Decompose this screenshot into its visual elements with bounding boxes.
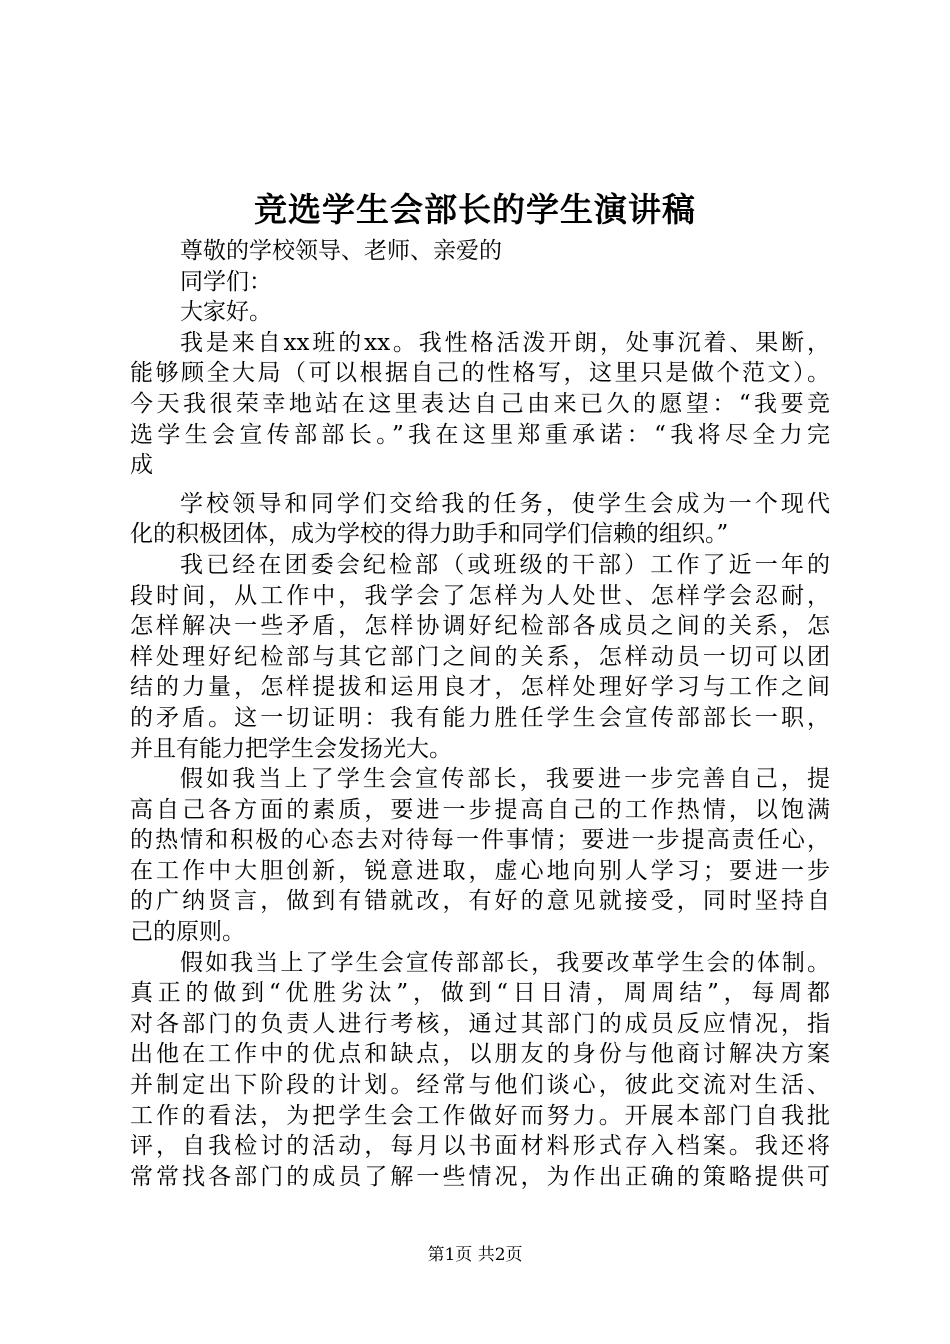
- text-line: 并制定出下阶段的计划。经常与他们谈心，彼此交流对生活、: [130, 1072, 830, 1099]
- text-line: 的广纳贤言，做到有错就改，有好的意见就接受，同时坚持自: [130, 888, 830, 915]
- text-line: 怎样解决一些矛盾，怎样协调好纪检部各成员之间的关系，怎: [130, 613, 830, 640]
- text-line: 常常找各部门的成员了解一些情况，为作出正确的策略提供可: [130, 1163, 830, 1190]
- text-line: 我已经在团委会纪检部（或班级的干部）工作了近一年的: [180, 551, 830, 578]
- text-line: 成: [130, 452, 153, 479]
- text-line: 尊敬的学校领导、老师、亲爱的: [180, 238, 502, 264]
- text-line: 假如我当上了学生会宣传部长，我要进一步完善自己，提: [180, 766, 830, 793]
- text-line: 化的积极团体，成为学校的得力助手和同学们信赖的组织。”: [130, 521, 729, 548]
- text-line: 假如我当上了学生会宣传部部长，我要改革学生会的体制。: [180, 949, 830, 976]
- text-line: 高自己各方面的素质，要进一步提高自己的工作热情，以饱满: [130, 796, 830, 823]
- text-line: 选学生会宣传部部长。”我在这里郑重承诺：“我将尽全力完: [130, 421, 830, 448]
- text-line: 对各部门的负责人进行考核，通过其部门的成员反应情况，指: [130, 1010, 830, 1037]
- text-line: 己的原则。: [130, 919, 245, 946]
- text-line: 学校领导和同学们交给我的任务，使学生会成为一个现代: [180, 490, 830, 517]
- text-line: 工作的看法，为把学生会工作做好而努力。开展本部门自我批: [130, 1102, 830, 1129]
- text-line: 能够顾全大局（可以根据自己的性格写，这里只是做个范文）。: [130, 360, 830, 387]
- text-line: 的热情和积极的心态去对待每一件事情；要进一步提高责任心，: [130, 827, 830, 854]
- text-line: 真正的做到“优胜劣汰”，做到“日日清，周周结”，每周都: [130, 980, 830, 1007]
- text-line: 出他在工作中的优点和缺点，以朋友的身份与他商讨解决方案: [130, 1041, 830, 1068]
- text-line: 评，自我检讨的活动，每月以书面材料形式存入档案。我还将: [130, 1133, 830, 1160]
- text-line: 大家好。: [180, 299, 272, 326]
- text-line: 结的力量，怎样提拔和运用良才，怎样处理好学习与工作之间: [130, 674, 830, 701]
- text-line: 在工作中大胆创新，锐意进取，虚心地向别人学习；要进一步: [130, 857, 830, 884]
- text-line: 今天我很荣幸地站在这里表达自己由来已久的愿望：“我要竞: [130, 390, 830, 417]
- page-footer: 第1页 共2页: [427, 1245, 523, 1265]
- text-line: 的矛盾。这一切证明：我有能力胜任学生会宣传部部长一职，: [130, 704, 830, 731]
- text-line: 并且有能力把学生会发扬光大。: [130, 735, 452, 762]
- text-line: 我是来自xx班的xx。我性格活泼开朗，处事沉着、果断，: [180, 329, 830, 356]
- document-title: 竞选学生会部长的学生演讲稿: [254, 190, 696, 229]
- text-line: 段时间，从工作中，我学会了怎样为人处世、怎样学会忍耐，: [130, 582, 830, 609]
- text-line: 同学们：: [180, 268, 272, 295]
- text-line: 样处理好纪检部与其它部门之间的关系，怎样动员一切可以团: [130, 643, 830, 670]
- document-body: [130, 236, 830, 1192]
